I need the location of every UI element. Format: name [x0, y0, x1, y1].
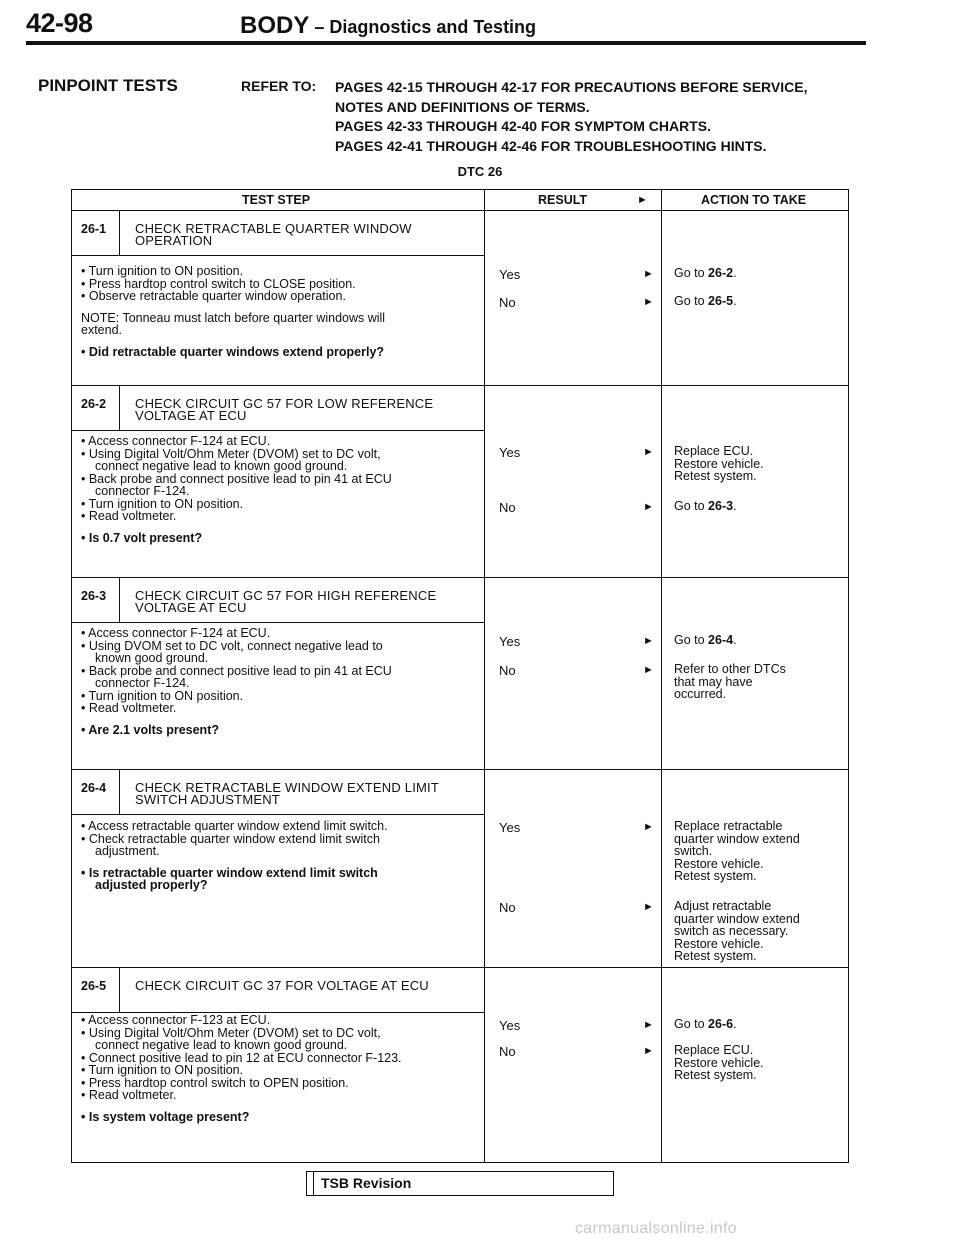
action-to-take — [674, 267, 844, 280]
result-label: No — [499, 900, 516, 915]
tsb-revision-label: TSB Revision — [321, 1175, 412, 1191]
action-to-take — [674, 500, 844, 513]
step-question: • Is 0.7 volt present? — [81, 530, 203, 545]
header-action: ACTION TO TAKE — [701, 193, 807, 207]
result-label: Yes — [499, 634, 521, 649]
action-text: Go to — [674, 1017, 709, 1031]
header-rule — [26, 41, 866, 45]
instruction-line: • Turn ignition to ON position. — [81, 264, 244, 278]
result-arrow-icon: ► — [643, 446, 654, 458]
pinpoint-tests-heading: PINPOINT TESTS — [38, 76, 178, 95]
result-arrow-icon: ► — [643, 1019, 654, 1031]
instruction-line: • Observe retractable quarter window operation. — [81, 289, 346, 303]
test-step-row — [72, 210, 848, 386]
action-to-take — [674, 634, 844, 647]
step-number: 26-4 — [81, 781, 107, 795]
note-line: NOTE: Tonneau must latch before quarter windows will — [81, 310, 386, 325]
result-label: No — [499, 1044, 516, 1059]
instruction-line: • Press hardtop control switch to CLOSE position. — [81, 276, 356, 291]
instruction-line: adjustment. — [95, 844, 160, 858]
instruction-line: • Press hardtop control switch to OPEN position. — [81, 1075, 349, 1090]
instruction-line: • Check retractable quarter window extend limit switch — [81, 831, 380, 846]
action-to-take — [674, 295, 844, 308]
result-arrow-icon: ► — [643, 1045, 654, 1057]
action-text: . — [733, 266, 737, 280]
step-instructions — [81, 265, 481, 358]
instruction-line: connector F-124. — [95, 484, 190, 498]
step-question: • Is retractable quarter window extend limit switch — [81, 865, 378, 880]
instruction-line: • Connect positive lead to pin 12 at ECU connector F-123. — [81, 1050, 402, 1065]
result-arrow-icon: ► — [643, 901, 654, 913]
action-line: quarter window extend — [674, 831, 800, 846]
step-title-line: CHECK RETRACTABLE WINDOW EXTEND LIMIT — [135, 780, 440, 795]
result-label: Yes — [499, 445, 521, 460]
step-title-rule — [72, 255, 484, 256]
action-text: . — [733, 499, 737, 513]
instruction-line: • Back probe and connect positive lead to pin 41 at ECU — [81, 471, 392, 486]
action-line: switch as necessary. — [674, 924, 789, 938]
instruction-line: connect negative lead to known good ground. — [95, 459, 348, 473]
step-title-rule — [72, 622, 484, 623]
step-title-line: CHECK CIRCUIT GC 37 FOR VOLTAGE AT ECU — [135, 978, 429, 993]
action-step-ref: 26-2 — [708, 266, 734, 280]
dtc-label: DTC 26 — [457, 164, 503, 179]
action-line — [674, 634, 844, 647]
instruction-line: • Access retractable quarter window extend limit switch. — [81, 819, 388, 833]
result-arrow-icon: ► — [643, 268, 654, 280]
action-to-take — [674, 900, 844, 963]
result-label: Yes — [499, 820, 521, 835]
instruction-line: • Read voltmeter. — [81, 1088, 177, 1102]
result-label: No — [499, 663, 516, 678]
refer-to-label: REFER TO: — [241, 78, 317, 94]
instruction-line: • Turn ignition to ON position. — [81, 1063, 244, 1077]
instruction-line: • Access connector F-124 at ECU. — [81, 434, 271, 448]
section-name: BODY — [240, 12, 310, 39]
step-question: • Is system voltage present? — [81, 1109, 250, 1124]
step-number: 26-3 — [81, 589, 107, 603]
instruction-line: • Turn ignition to ON position. — [81, 496, 244, 511]
step-title-line: CHECK CIRCUIT GC 57 FOR LOW REFERENCE — [135, 396, 434, 411]
action-line: Restore vehicle. — [674, 456, 764, 471]
step-instructions — [81, 627, 481, 736]
instruction-line: • Turn ignition to ON position. — [81, 688, 244, 703]
action-line: Retest system. — [674, 869, 757, 883]
action-step-ref: 26-5 — [708, 294, 734, 308]
step-number: 26-5 — [81, 979, 107, 993]
result-arrow-icon: ► — [643, 635, 654, 647]
result-arrow-icon: ► — [643, 664, 654, 676]
instruction-line: known good ground. — [95, 651, 209, 665]
tsb-box-rule — [313, 1172, 314, 1195]
action-line: that may have — [674, 674, 753, 689]
test-step-row — [72, 967, 848, 1162]
step-title — [135, 223, 475, 247]
action-line — [674, 1018, 844, 1031]
action-line — [674, 500, 844, 513]
step-instructions — [81, 820, 481, 892]
step-title-line: SWITCH ADJUSTMENT — [135, 792, 280, 807]
action-to-take — [674, 1018, 844, 1031]
pinpoint-test-table — [71, 189, 849, 1163]
action-text: Go to — [674, 294, 709, 308]
action-line: Retest system. — [674, 469, 757, 483]
action-text: Go to — [674, 633, 709, 647]
section-dash: – — [309, 17, 330, 37]
tsb-revision-box — [306, 1171, 614, 1196]
refer-line: PAGES 42-33 THROUGH 42-40 FOR SYMPTOM CHARTS. — [335, 118, 711, 134]
result-arrow-icon: ► — [643, 821, 654, 833]
section-title — [240, 12, 536, 40]
action-line: Refer to other DTCs — [674, 662, 786, 676]
action-line: Restore vehicle. — [674, 936, 764, 951]
instruction-line: • Using Digital Volt/Ohm Meter (DVOM) set to DC volt, — [81, 1025, 381, 1040]
step-instructions — [81, 435, 481, 544]
result-label: No — [499, 500, 516, 515]
action-text: . — [733, 633, 737, 647]
table-header-row — [72, 190, 848, 211]
action-line: Restore vehicle. — [674, 856, 764, 871]
header-test-step: TEST STEP — [242, 193, 311, 207]
instruction-line: • Back probe and connect positive lead to pin 41 at ECU — [81, 663, 392, 678]
action-line: Replace ECU. — [674, 1043, 754, 1057]
instruction-line: • Using DVOM set to DC volt, connect negative lead to — [81, 638, 383, 653]
step-number: 26-2 — [81, 397, 107, 411]
result-arrow-icon: ► — [643, 501, 654, 513]
action-line — [674, 267, 844, 280]
result-arrow-icon: ► — [643, 296, 654, 308]
action-text: Go to — [674, 499, 709, 513]
step-question: • Did retractable quarter windows extend properly? — [81, 344, 385, 359]
note-line: extend. — [81, 323, 123, 337]
page-header — [26, 6, 866, 42]
action-line: Replace ECU. — [674, 444, 754, 458]
step-title-line: CHECK RETRACTABLE QUARTER WINDOW — [135, 221, 412, 236]
action-text: . — [733, 1017, 737, 1031]
step-title-line: CHECK CIRCUIT GC 57 FOR HIGH REFERENCE — [135, 588, 437, 603]
action-line: Replace retractable — [674, 819, 783, 833]
header-arrow-icon: ► — [637, 194, 648, 206]
action-text: Go to — [674, 266, 709, 280]
test-step-row — [72, 769, 848, 968]
result-label: No — [499, 295, 516, 310]
step-title-line: OPERATION — [135, 233, 213, 248]
test-step-row — [72, 577, 848, 770]
watermark: carmanualsonline.info — [575, 1220, 737, 1237]
step-question: adjusted properly? — [95, 878, 208, 892]
refer-line: NOTES AND DEFINITIONS OF TERMS. — [335, 98, 590, 115]
action-line: Retest system. — [674, 949, 757, 963]
step-title-line: VOLTAGE AT ECU — [135, 408, 247, 423]
action-line: occurred. — [674, 687, 727, 701]
header-result: RESULT — [538, 193, 588, 207]
instruction-line: • Using Digital Volt/Ohm Meter (DVOM) set to DC volt, — [81, 446, 381, 461]
step-title — [135, 590, 475, 614]
step-title-rule — [72, 814, 484, 815]
step-title-line: VOLTAGE AT ECU — [135, 600, 247, 615]
action-line: quarter window extend — [674, 911, 800, 926]
action-line: Restore vehicle. — [674, 1055, 764, 1070]
instruction-line: • Access connector F-123 at ECU. — [81, 1013, 271, 1027]
step-title-rule — [72, 430, 484, 431]
action-to-take — [674, 445, 844, 483]
instruction-line: connector F-124. — [95, 676, 190, 690]
action-text: . — [733, 294, 737, 308]
instruction-line: • Access connector F-124 at ECU. — [81, 626, 271, 640]
refer-line: PAGES 42-15 THROUGH 42-17 FOR PRECAUTIONS BEFORE SERVICE, — [335, 79, 808, 95]
step-number: 26-1 — [81, 222, 107, 236]
refer-to-list — [335, 78, 807, 156]
action-line — [674, 295, 844, 308]
step-question: • Are 2.1 volts present? — [81, 722, 219, 737]
action-step-ref: 26-3 — [708, 499, 734, 513]
step-instructions — [81, 1014, 481, 1123]
subsection-name: Diagnostics and Testing — [329, 17, 537, 37]
action-to-take — [674, 1044, 844, 1082]
action-step-ref: 26-6 — [708, 1017, 734, 1031]
action-step-ref: 26-4 — [708, 633, 734, 647]
action-line: Adjust retractable — [674, 899, 772, 913]
refer-line: PAGES 42-41 THROUGH 42-46 FOR TROUBLESHOOTING HINTS. — [335, 137, 767, 154]
action-to-take — [674, 663, 844, 701]
action-line: switch. — [674, 844, 713, 858]
action-to-take — [674, 820, 844, 883]
result-label: Yes — [499, 1018, 521, 1033]
result-label: Yes — [499, 267, 521, 282]
test-step-row — [72, 385, 848, 578]
instruction-line: connect negative lead to known good ground. — [95, 1038, 348, 1052]
step-title — [135, 398, 475, 422]
step-title — [135, 980, 475, 992]
action-line: Retest system. — [674, 1068, 757, 1082]
page-number: 42-98 — [26, 8, 93, 38]
step-title — [135, 782, 475, 806]
instruction-line: • Read voltmeter. — [81, 701, 177, 715]
instruction-line: • Read voltmeter. — [81, 509, 177, 523]
